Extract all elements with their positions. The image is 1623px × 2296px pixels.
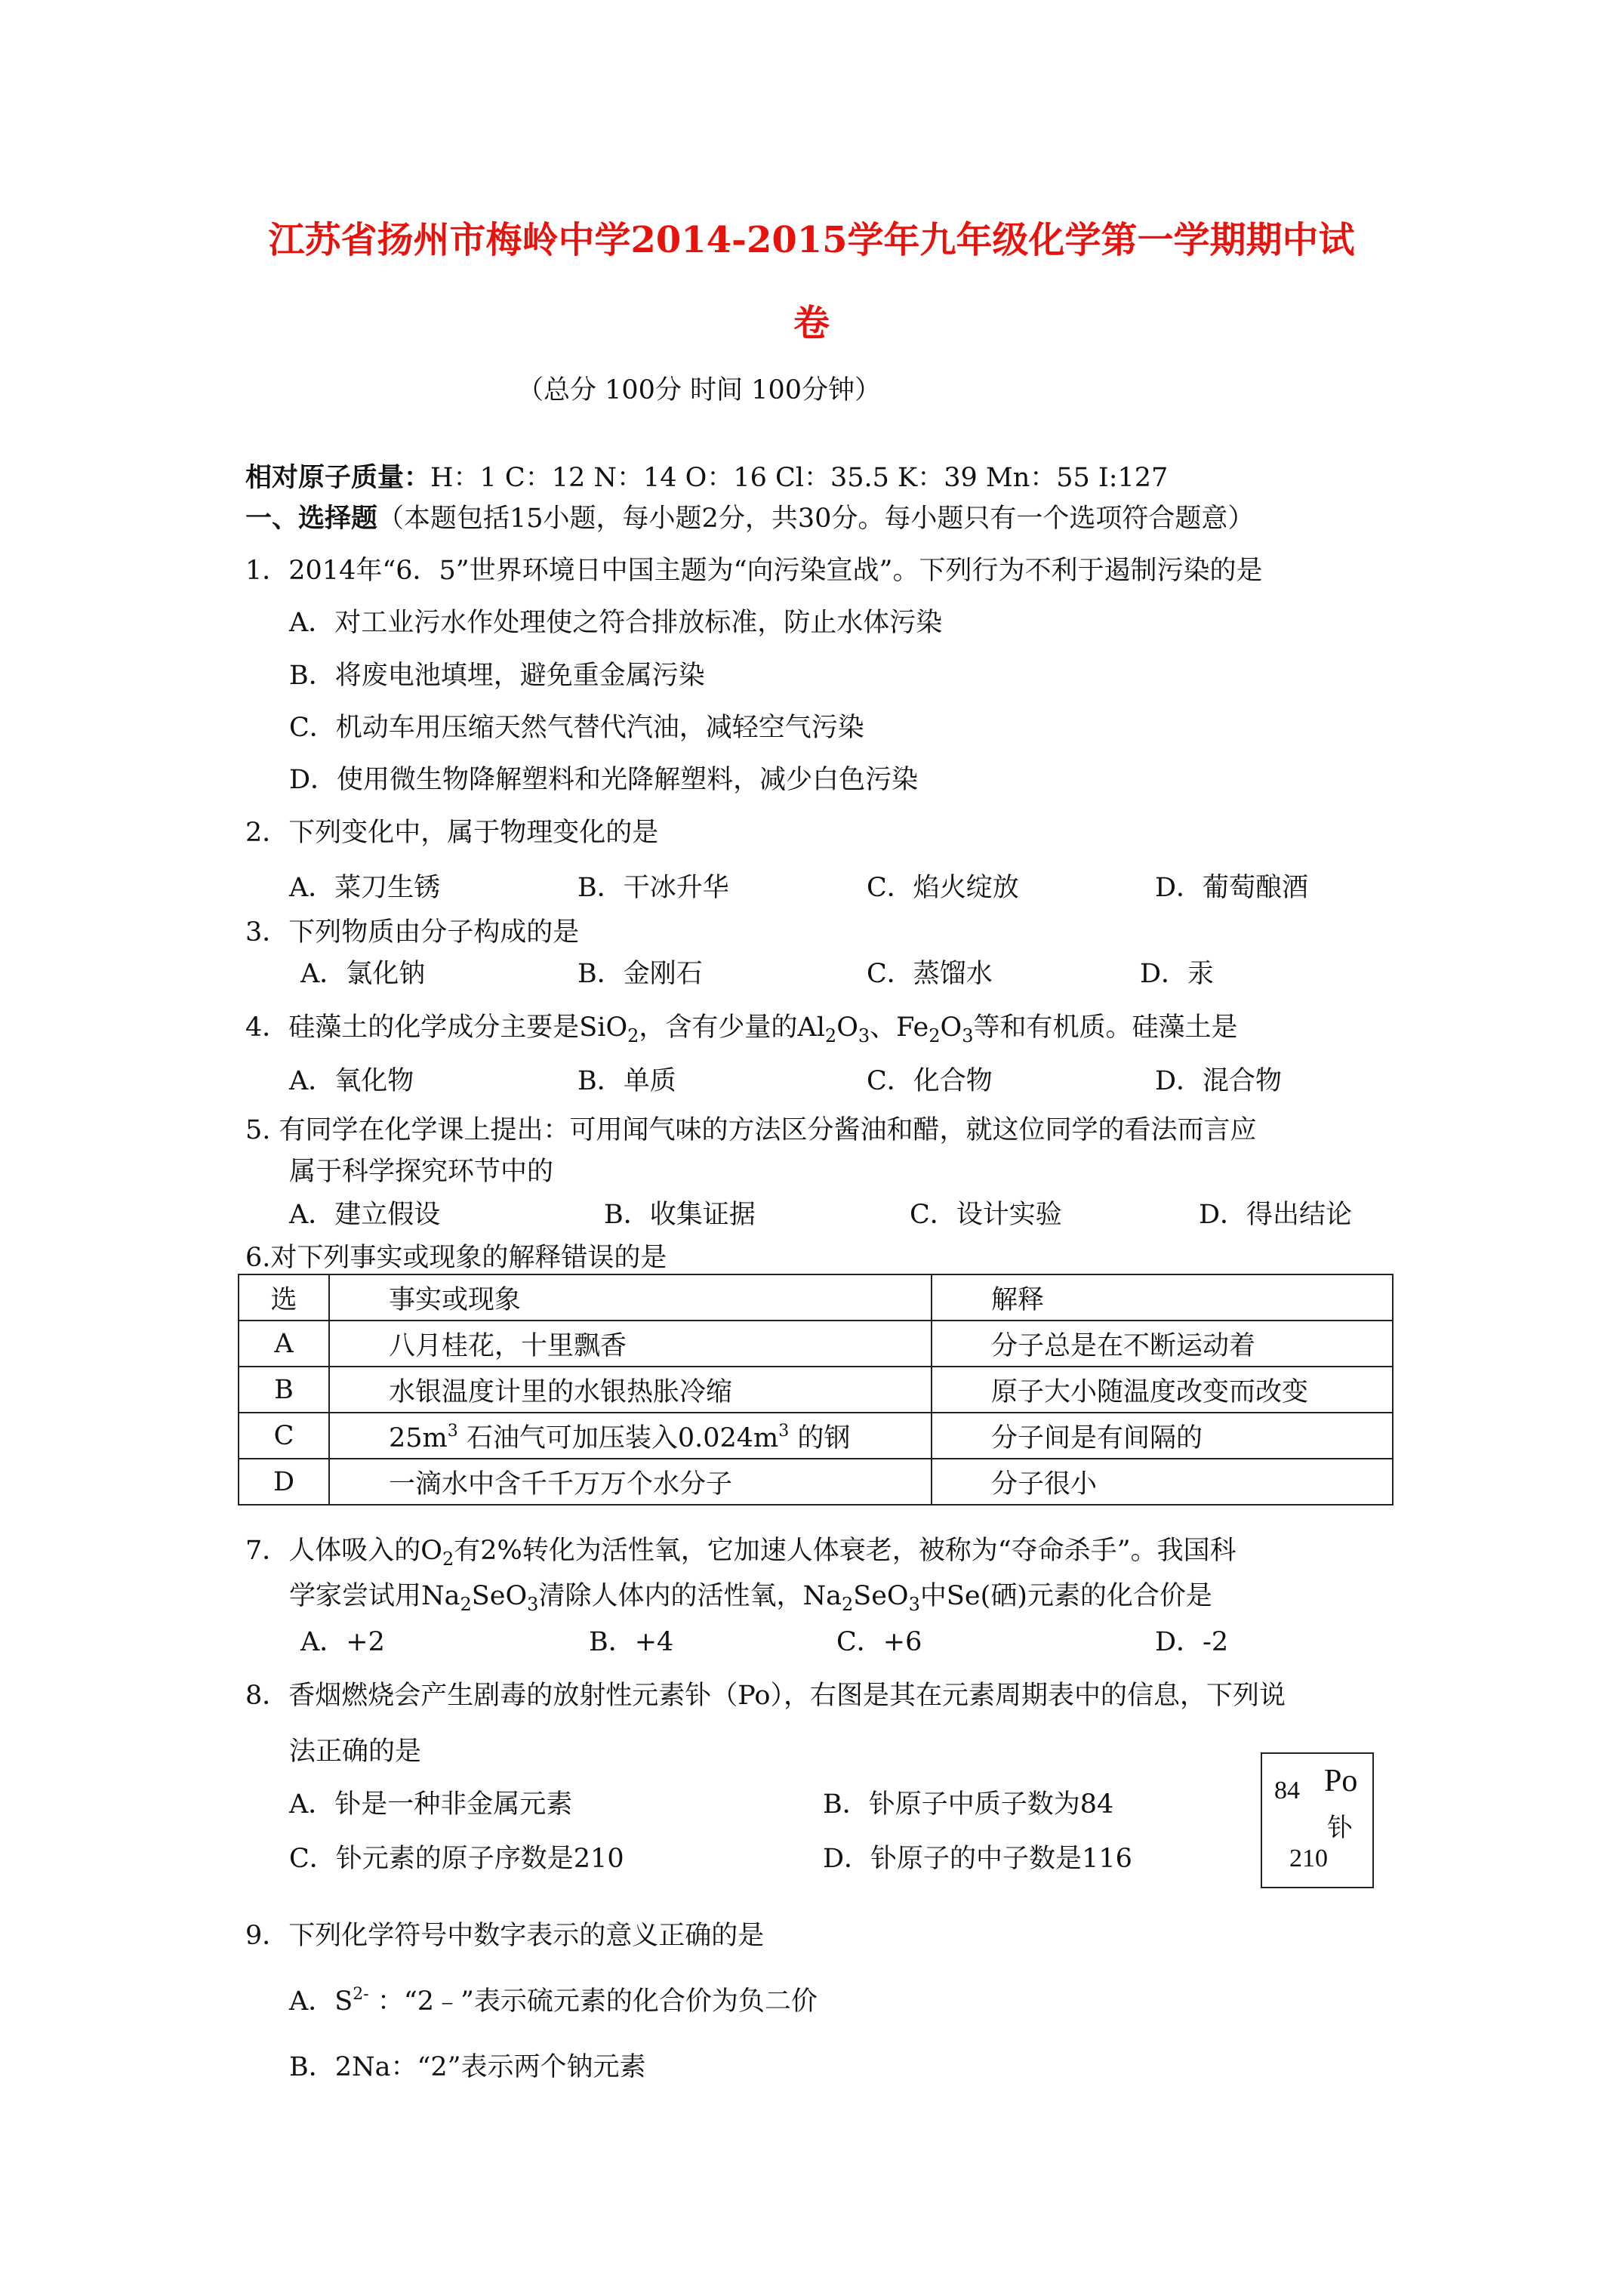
table-cell-fact: 一滴水中含千千万万个水分子: [329, 1459, 932, 1505]
q4-text-2: ，含有少量的Al: [639, 1012, 825, 1043]
question-9-stem: 9．下列化学符号中数字表示的意义正确的是: [245, 1921, 765, 1951]
question-8-option-d: D．钋原子的中子数是116: [823, 1844, 1132, 1874]
table-header-explanation: 解释: [932, 1274, 1393, 1321]
question-3-option-c: C．蒸馏水: [867, 959, 993, 989]
q4-text-4: 、Fe: [870, 1012, 929, 1043]
q4-subscript-4: 2: [929, 1025, 941, 1046]
q4-subscript-1: 2: [627, 1025, 639, 1046]
q7-text-1: 7．人体吸入的O: [245, 1536, 442, 1566]
q7-subscript-4: 2: [841, 1594, 854, 1615]
question-5-option-c: C．设计实验: [910, 1200, 1062, 1230]
question-2-stem: 2．下列变化中，属于物理变化的是: [245, 818, 659, 848]
section-heading-title: 一、选择题: [245, 503, 378, 534]
q7-text-4: SeO: [471, 1581, 528, 1611]
table-row: [239, 1459, 1393, 1505]
table-header-row: [239, 1274, 1393, 1321]
question-7-stem-continued: [289, 1579, 1212, 1613]
question-8-option-a: A．钋是一种非金属元素: [289, 1789, 573, 1820]
table-cell-explanation: 分子很小: [932, 1459, 1393, 1505]
question-7-stem: [245, 1533, 1236, 1568]
fact-text-1: 25m: [389, 1422, 448, 1453]
question-5-option-b: B．收集证据: [604, 1200, 756, 1230]
atomic-masses: [245, 461, 1168, 495]
question-7-option-c: C．+6: [836, 1627, 922, 1657]
q7-text-6: SeO: [853, 1581, 909, 1611]
question-8-option-c: C．钋元素的原子序数是210: [289, 1844, 624, 1874]
question-5-stem-continued: 属于科学探究环节中的: [289, 1157, 554, 1187]
table-row: [239, 1321, 1393, 1367]
polonium-element-card: [1261, 1752, 1374, 1888]
q4-subscript-5: 3: [962, 1025, 974, 1046]
question-9-option-a: [289, 1984, 818, 2019]
q7-text-7: 中Se(硒)元素的化合价是: [919, 1581, 1212, 1611]
table-cell-option: D: [239, 1459, 329, 1505]
q4-subscript-2: 2: [824, 1025, 837, 1046]
question-2-option-a: A．菜刀生锈: [289, 873, 441, 903]
element-name: 钋: [1327, 1814, 1353, 1842]
fact-superscript-1: 3: [447, 1421, 458, 1441]
exam-title: 江苏省扬州市梅岭中学2014-2015学年九年级化学第一学期期中试: [268, 219, 1355, 261]
exam-info: （总分 100分 时间 100分钟）: [517, 375, 881, 405]
question-5-stem: 5. 有同学在化学课上提出：可用闻气味的方法区分酱油和醋，就这位同学的看法而言应: [245, 1115, 1257, 1145]
atomic-masses-label: 相对原子质量：: [245, 462, 431, 493]
question-2-option-d: D．葡萄酿酒: [1155, 873, 1309, 903]
table-row: [239, 1367, 1393, 1413]
q7-subscript-2: 2: [460, 1594, 472, 1615]
table-cell-fact: 水银温度计里的水银热胀冷缩: [329, 1367, 932, 1413]
question-8-stem: 8．香烟燃烧会产生剧毒的放射性元素钋（Po），右图是其在元素周期表中的信息，下列说: [245, 1681, 1286, 1711]
question-4-option-c: C．化合物: [867, 1066, 993, 1096]
q7-text-2: 有2%转化为活性氧，它加速人体衰老，被称为“夺命杀手”。我国科: [454, 1536, 1236, 1566]
fact-text-3: 的钢: [789, 1422, 851, 1453]
q4-subscript-3: 3: [858, 1025, 870, 1046]
table-cell-option: A: [239, 1321, 329, 1367]
q4-text-1: 4．硅藻土的化学成分主要是SiO: [245, 1012, 628, 1043]
exam-title-continued: 卷: [793, 302, 830, 344]
question-4-option-b: B．单质: [577, 1066, 676, 1096]
table-cell-explanation: 分子间是有间隔的: [932, 1413, 1393, 1459]
question-3-stem: 3．下列物质由分子构成的是: [245, 917, 580, 948]
q7-subscript-3: 3: [527, 1594, 539, 1615]
question-2-option-b: B．干冰升华: [577, 873, 729, 903]
question-3-option-b: B．金刚石: [577, 959, 703, 989]
question-2-option-c: C．焰火绽放: [867, 873, 1019, 903]
q4-text-3: O: [836, 1012, 858, 1043]
question-9-option-b: B．2Na：“2”表示两个钠元素: [289, 2052, 646, 2082]
question-1-option-d: D．使用微生物降解塑料和光降解塑料，减少白色污染: [289, 765, 919, 795]
fact-superscript-2: 3: [778, 1421, 790, 1441]
q9a-text-2: ：“2﹣”表示硫元素的化合价为负二价: [368, 1986, 818, 2017]
fact-text-2: 石油气可加压装入0.024m: [457, 1422, 779, 1453]
section-heading: [245, 501, 1254, 536]
q9a-superscript: 2-: [353, 1985, 369, 2004]
element-atomic-mass: 210: [1289, 1845, 1328, 1872]
question-4-stem: [245, 1010, 1238, 1045]
q7-subscript-5: 3: [908, 1594, 920, 1615]
table-cell-option: B: [239, 1367, 329, 1413]
question-8-stem-continued: 法正确的是: [289, 1737, 422, 1767]
question-5-option-a: A．建立假设: [289, 1200, 441, 1230]
question-8-option-b: B．钋原子中质子数为84: [823, 1789, 1114, 1820]
q9a-text-1: A．S: [289, 1986, 353, 2017]
table-cell-option: C: [239, 1413, 329, 1459]
question-6-stem: 6.对下列事实或现象的解释错误的是: [245, 1243, 667, 1273]
question-1-stem: 1．2014年“6．5”世界环境日中国主题为“向污染宣战”。下列行为不利于遏制污染的是: [245, 556, 1263, 586]
q7-text-3: 学家尝试用Na: [289, 1581, 460, 1611]
question-7-option-a: A．+2: [300, 1627, 385, 1657]
question-7-option-d: D．-2: [1155, 1627, 1229, 1657]
question-7-option-b: B．+4: [589, 1627, 674, 1657]
question-4-option-a: A．氧化物: [289, 1066, 414, 1096]
question-1-option-a: A．对工业污水作处理使之符合排放标准，防止水体污染: [289, 608, 943, 638]
question-4-option-d: D．混合物: [1155, 1066, 1283, 1096]
table-cell-explanation: 分子总是在不断运动着: [932, 1321, 1393, 1367]
section-heading-note: （本题包括15小题，每小题2分，共30分。每小题只有一个选项符合题意）: [377, 504, 1255, 534]
question-5-option-d: D．得出结论: [1199, 1200, 1353, 1230]
question-1-option-c: C．机动车用压缩天然气替代汽油，减轻空气污染: [289, 713, 864, 743]
table-cell-explanation: 原子大小随温度改变而改变: [932, 1367, 1393, 1413]
question-3-option-a: A．氯化钠: [300, 959, 426, 989]
table-header-fact: 事实或现象: [329, 1274, 932, 1321]
table-row: [239, 1413, 1393, 1459]
question-3-option-d: D．汞: [1140, 959, 1215, 989]
table-header-option: 选: [239, 1274, 329, 1321]
element-symbol: Po: [1324, 1764, 1358, 1798]
table-cell-fact: [329, 1413, 932, 1459]
q7-text-5: 清除人体内的活性氧，Na: [538, 1581, 842, 1611]
q4-text-5: O: [940, 1012, 962, 1043]
q7-subscript-1: 2: [442, 1549, 454, 1570]
question-1-option-b: B．将废电池填埋，避免重金属污染: [289, 661, 705, 691]
question-6-table: [238, 1274, 1394, 1505]
q4-text-6: 等和有机质。硅藻土是: [973, 1012, 1238, 1043]
atomic-masses-values: H：1 C：12 N：14 O：16 Cl：35.5 K：39 Mn：55 I:127: [430, 463, 1169, 493]
table-cell-fact: 八月桂花，十里飘香: [329, 1321, 932, 1367]
element-atomic-number: 84: [1274, 1777, 1300, 1804]
